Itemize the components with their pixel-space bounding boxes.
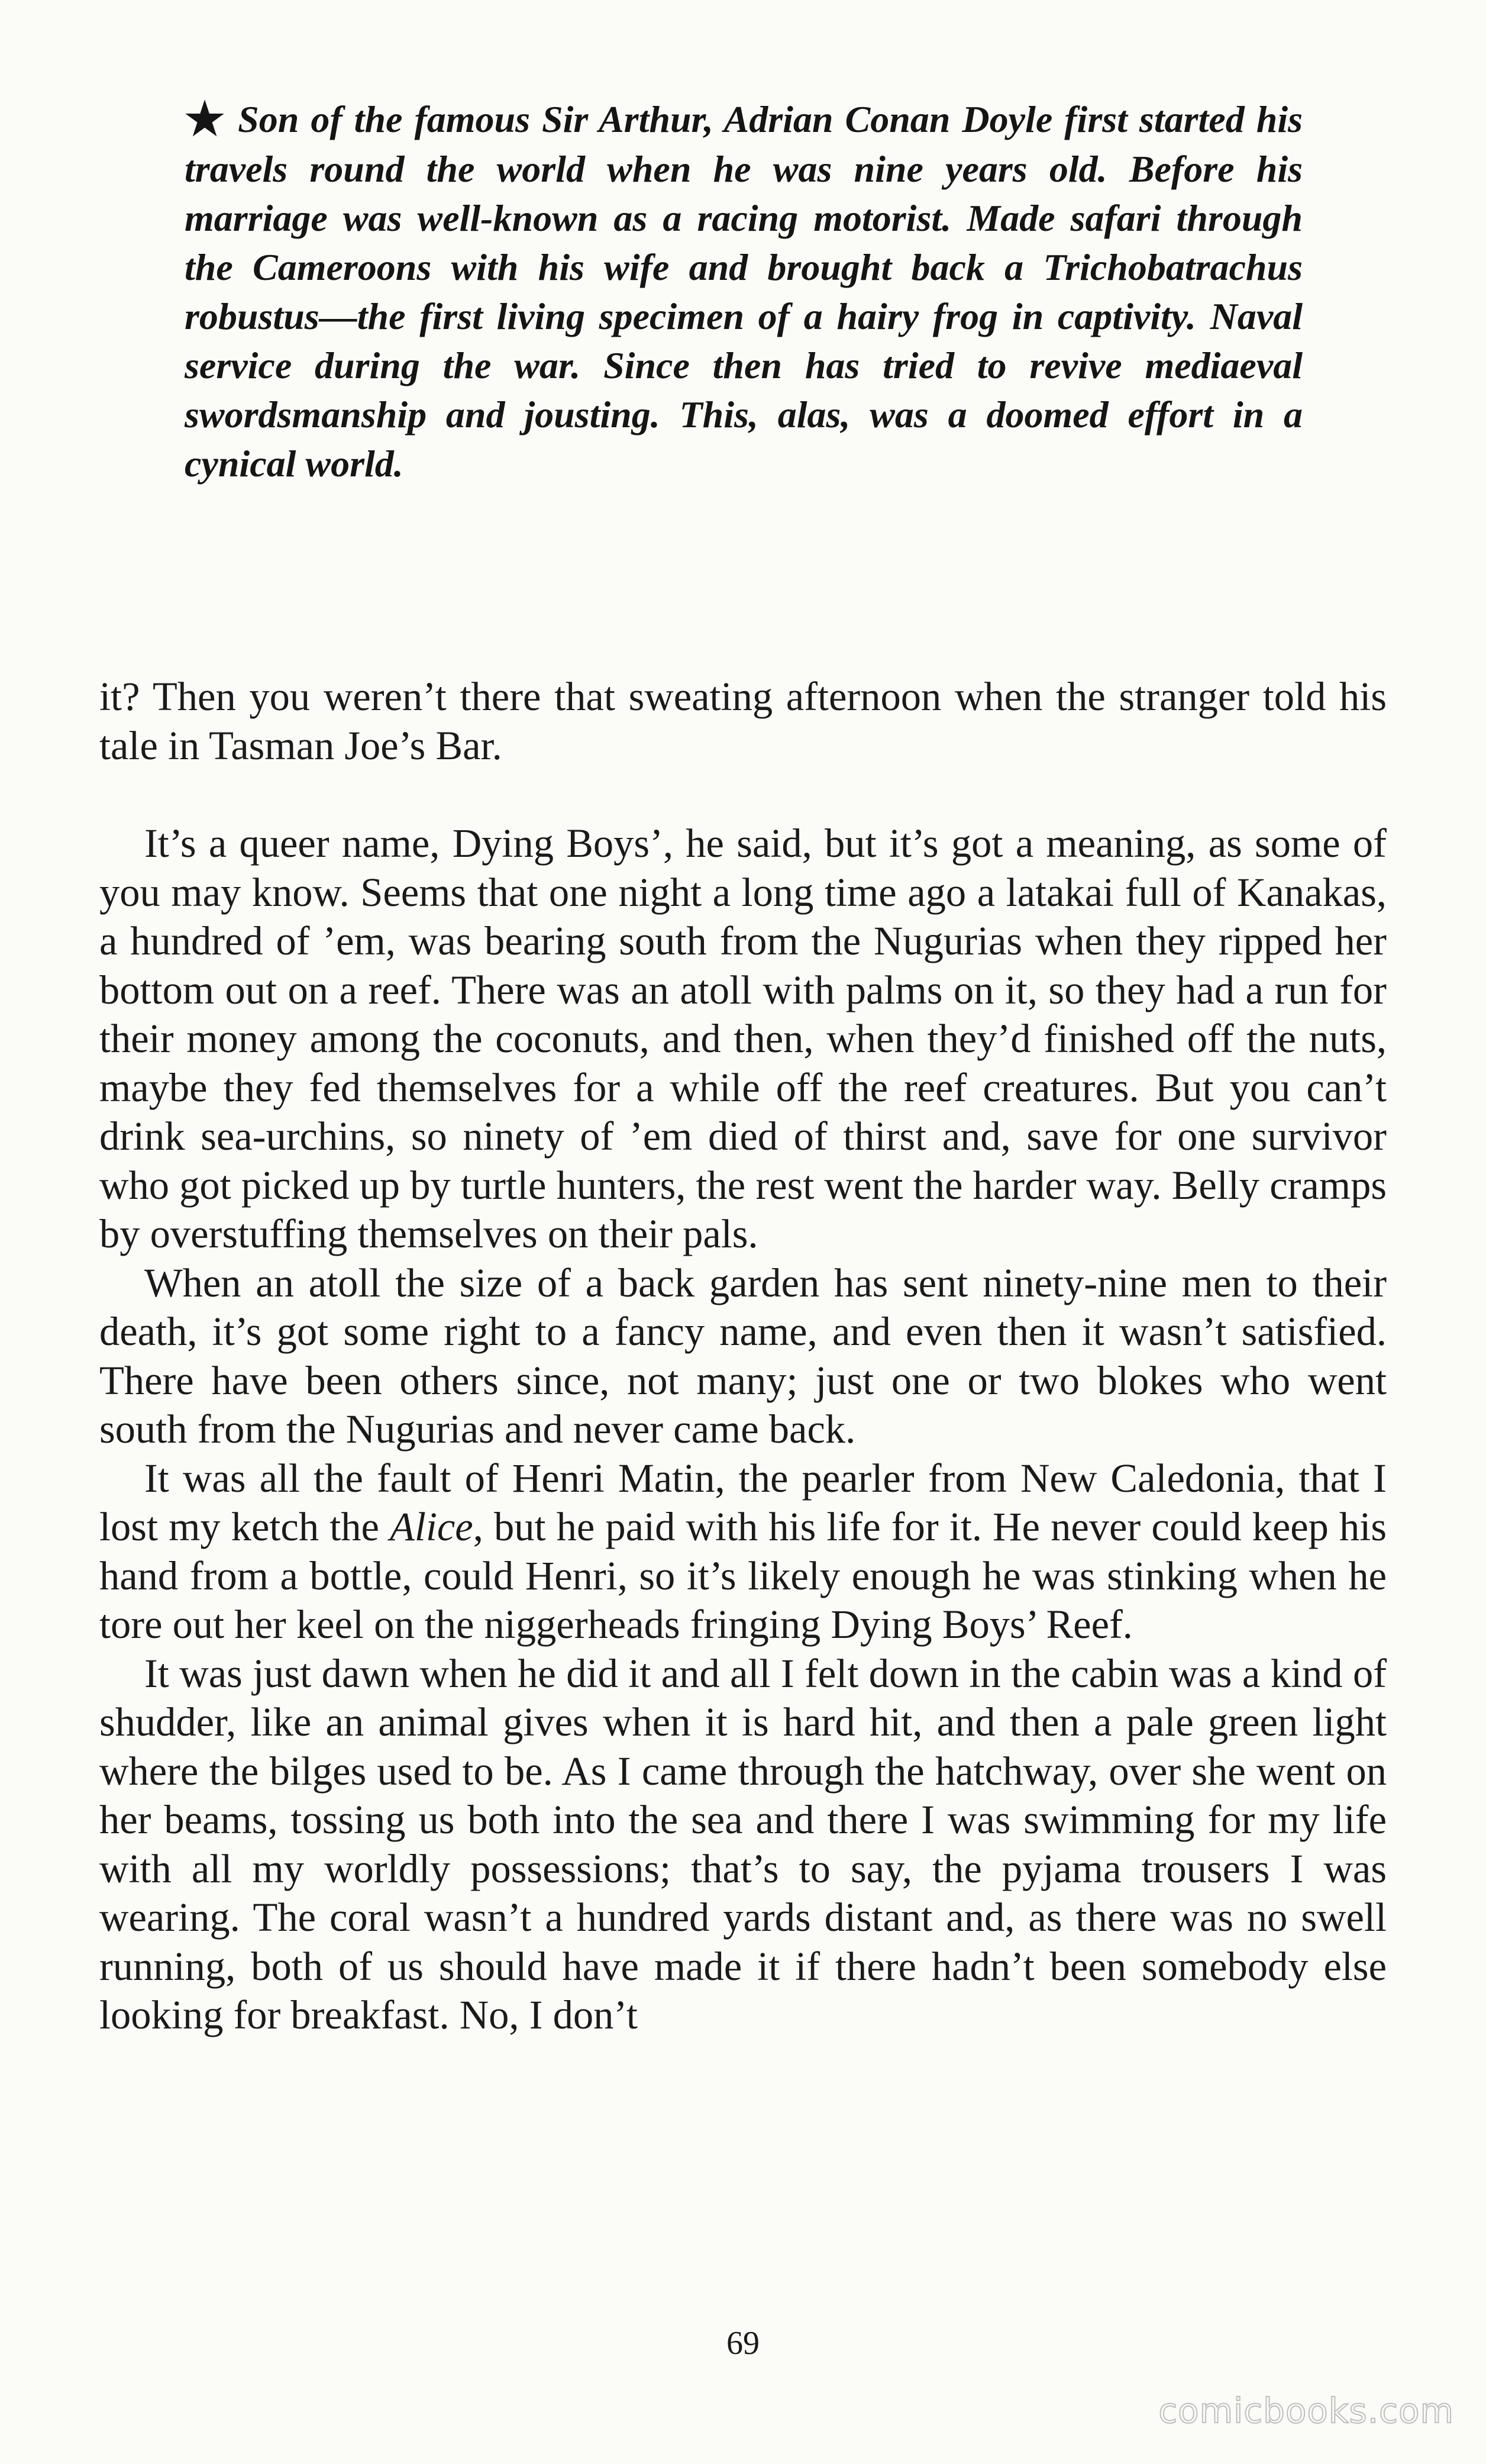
ship-name: Alice <box>390 1504 473 1549</box>
author-bio <box>185 95 1303 488</box>
watermark: comicbooks.com <box>1158 2391 1454 2431</box>
story-paragraph <box>99 1454 1387 1649</box>
story-paragraph: It was just dawn when he did it and all I felt down in the cabin was a kind of shudder, like an animal gives when it is hard hit, and then a pale green light where the bilges used to be. As I came through the hatchway, over she went on her beams, tossing us both into the sea and there I was swimming for my life with all my worldly possessions; that’s to say, the pyjama trousers I was wearing. The coral wasn’t a hundred yards distant and, as there was no swell running, both of us should have made it if there hadn’t been somebody else looking for breakfast. No, I don’t <box>99 1650 1387 2037</box>
author-bio-text: Son of the famous Sir Arthur, Adrian Conan Doyle first started his travels round the world when he was nine years old. Before his marriage was well-known as a racing motorist. Made safari through the Cameroons with his wife and brought back a Trichobatrachus robustus—the first living specimen of a hairy frog in captivity. Naval service during the war. Since then has tried to revive mediaeval swordsmanship and jousting. This, alas, was a doomed effort in a cynical world. <box>185 98 1303 485</box>
star-icon: ★ <box>185 95 225 144</box>
story-text-span: , but he paid with his life for it. He never could keep his hand from a bottle, could Henri, so it’s likely enough he was stinking when he tore out her keel on the niggerheads fringing Dying Boys’ Reef. <box>99 1504 1387 1647</box>
story-paragraph: When an atoll the size of a back garden has sent ninety-nine men to their death, it’s got some right to a fancy name, and even then it wasn’t satisfied. There have been others since, not many; just one or two blokes who went south from the Nugurias and never came back. <box>99 1260 1387 1452</box>
story-paragraph: it? Then you weren’t there that sweating afternoon when the stranger told his tale in Tasman Joe’s Bar. <box>99 674 1387 768</box>
story-paragraph: It’s a queer name, Dying Boys’, he said, but it’s got a meaning, as some of you may know. Seems that one night a long time ago a latakai full of Kanakas, a hundred of ’em, was bearing south from the Nugurias when they ripped her bottom out on a reef. There was an atoll with palms on it, so they had a run for their money among the coconuts, and then, when they’d finished off the nuts, maybe they fed themselves for a while off the reef creatures. But you can’t drink sea-urchins, so ninety of ’em died of thirst and, save for one survivor who got picked up by turtle hunters, the rest went the harder way. Belly cramps by overstuffing themselves on their pals. <box>99 821 1387 1256</box>
page-number: 69 <box>726 2325 760 2362</box>
story-text-span: It was all the fault of Henri Matin, the pearler from New Caledonia, that I lost my ketch the <box>99 1455 1387 1549</box>
story-text <box>99 672 1387 2040</box>
